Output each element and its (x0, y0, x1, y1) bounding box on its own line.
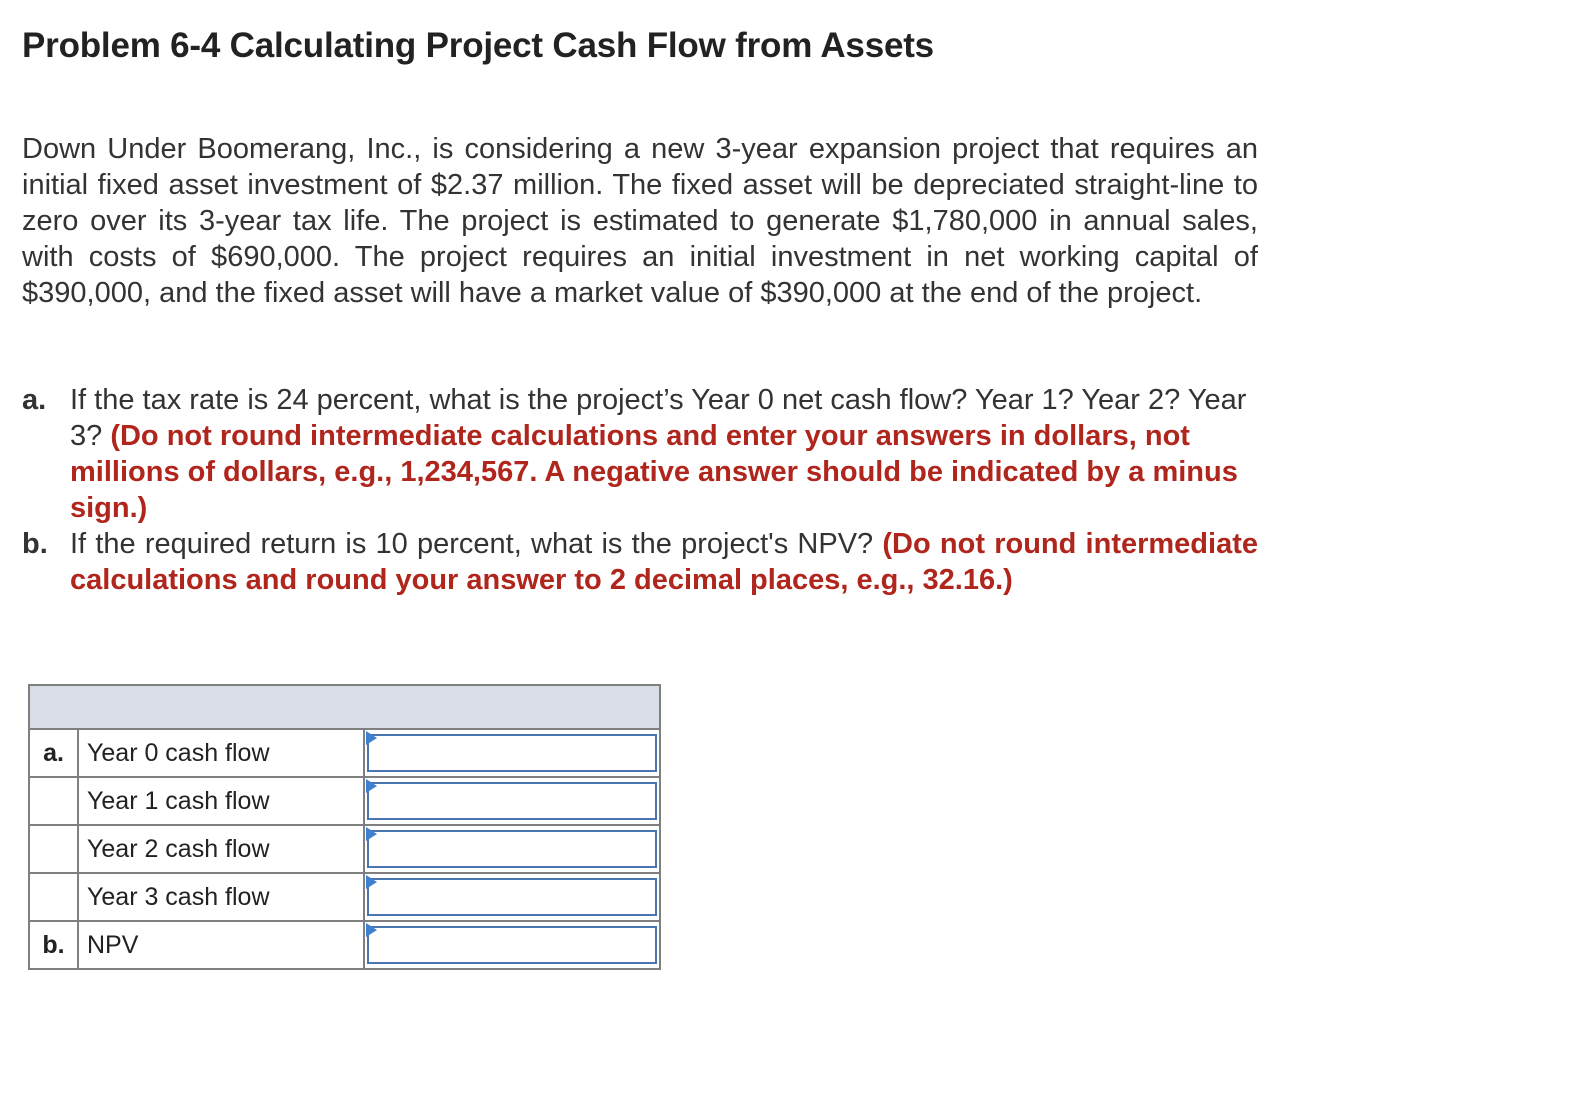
table-row (29, 825, 660, 873)
row-letter (29, 873, 78, 921)
row-label: Year 0 cash flow (78, 729, 364, 777)
question-letter: a. (22, 384, 47, 416)
question-instruction: (Do not round intermediate calculations and enter your answers in dollars, not millions of dollars, e.g., 1,234,567. A negative answer should be indicated by a minus sign.) (70, 420, 1238, 524)
row-label: NPV (78, 921, 364, 969)
question-text (70, 526, 1258, 598)
row-letter (29, 777, 78, 825)
question-prompt: If the required return is 10 percent, what is the project's NPV? (70, 528, 874, 560)
answer-table (28, 684, 661, 970)
year0-cash-flow-input[interactable] (367, 734, 657, 772)
answer-cell (364, 873, 660, 921)
question-prompt: If the tax rate is 24 percent, what is the project’s Year 0 net cash flow? Year 1? Year 2? Year 3? (70, 384, 1247, 452)
question-a (22, 382, 1258, 526)
table-header-row (29, 685, 660, 729)
table-row (29, 729, 660, 777)
question-b (22, 526, 1258, 598)
answer-marker-icon (366, 923, 377, 937)
question-letter: b. (22, 528, 48, 560)
answer-cell (364, 825, 660, 873)
answer-marker-icon (366, 827, 377, 841)
answer-marker-icon (366, 779, 377, 793)
answer-marker-icon (366, 875, 377, 889)
question-instruction: (Do not round intermediate calculations and round your answer to 2 decimal places, e.g., 32.16.) (70, 528, 1258, 596)
problem-statement: Down Under Boomerang, Inc., is considering a new 3-year expansion project that requires an initial fixed asset investment of $2.37 million. The fixed asset will be depreciated straight-line to zero over its 3-year tax life. The project is estimated to generate $1,780,000 in annual sales, with costs of $690,000. The project requires an initial investment in net working capital of $390,000, and the fixed asset will have a market value of $390,000 at the end of the project. (22, 133, 1258, 309)
answer-marker-icon (366, 731, 377, 745)
table-row (29, 873, 660, 921)
answer-cell (364, 729, 660, 777)
page-title: Problem 6-4 Calculating Project Cash Flow from Assets (22, 26, 934, 65)
question-list (22, 382, 1258, 598)
table-row (29, 921, 660, 969)
year2-cash-flow-input[interactable] (367, 830, 657, 868)
row-label: Year 1 cash flow (78, 777, 364, 825)
row-label: Year 2 cash flow (78, 825, 364, 873)
answer-cell (364, 777, 660, 825)
table-header-cell (29, 685, 660, 729)
answer-cell (364, 921, 660, 969)
row-label: Year 3 cash flow (78, 873, 364, 921)
row-letter: a. (29, 729, 78, 777)
row-letter: b. (29, 921, 78, 969)
year3-cash-flow-input[interactable] (367, 878, 657, 916)
npv-input[interactable] (367, 926, 657, 964)
table-row (29, 777, 660, 825)
row-letter (29, 825, 78, 873)
year1-cash-flow-input[interactable] (367, 782, 657, 820)
question-text (70, 382, 1258, 526)
